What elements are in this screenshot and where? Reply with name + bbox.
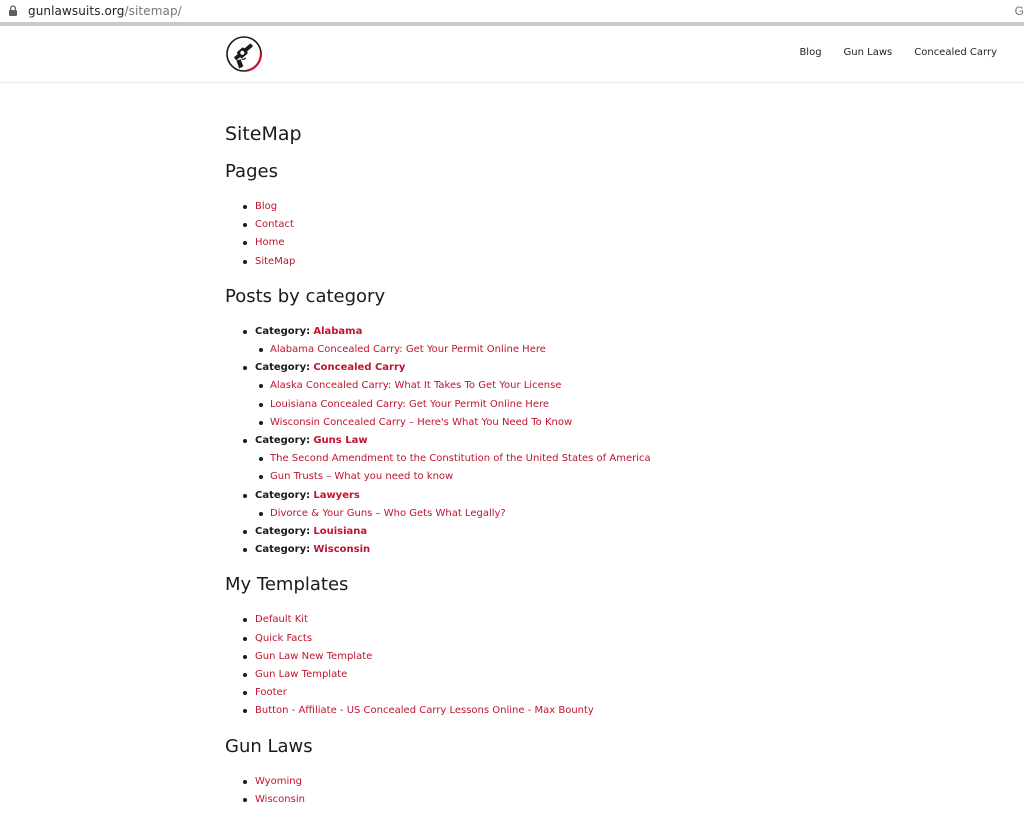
list-item (270, 341, 825, 359)
category-label: Category: (255, 362, 311, 374)
my-templates-heading: My Templates (225, 574, 349, 596)
sitemap-content (225, 108, 825, 823)
main-nav (777, 47, 997, 58)
post-link[interactable]: Divorce & Your Guns – Who Gets What Legally? (270, 507, 506, 519)
template-link[interactable]: Gun Law Template (255, 669, 348, 681)
list-item (270, 414, 825, 432)
list-item (255, 234, 825, 252)
post-list (255, 505, 825, 523)
lock-icon (9, 5, 17, 16)
post-list (255, 450, 825, 486)
post-list (255, 341, 825, 359)
list-item (255, 648, 825, 666)
template-link[interactable]: Quick Facts (255, 632, 313, 644)
template-link[interactable]: Button - Affiliate - US Concealed Carry Lessons Online - Max Bounty (255, 705, 594, 717)
list-item (270, 505, 825, 523)
post-link[interactable]: Wisconsin Concealed Carry – Here's What You Need To Know (270, 416, 573, 428)
gun-law-link-wyoming[interactable]: Wyoming (255, 775, 302, 787)
list-item (255, 666, 825, 684)
page-link-home[interactable]: Home (255, 237, 285, 249)
category-link-concealed-carry[interactable]: Concealed Carry (313, 362, 406, 374)
pages-heading: Pages (225, 161, 278, 182)
list-item (255, 630, 825, 648)
gun-law-link-wisconsin[interactable]: Wisconsin (255, 793, 305, 805)
category-link-alabama[interactable]: Alabama (313, 325, 363, 337)
page-link-contact[interactable]: Contact (255, 219, 294, 231)
list-item (255, 198, 825, 216)
category-label: Category: (255, 544, 311, 556)
gun-laws-heading: Gun Laws (225, 735, 313, 757)
category-item (255, 432, 825, 487)
gun-laws-list (225, 773, 825, 809)
category-link-lawyers[interactable]: Lawyers (313, 489, 360, 501)
url-host: gunlawsuits.org (28, 4, 125, 18)
page-link-blog[interactable]: Blog (255, 201, 278, 212)
pages-list (225, 198, 825, 271)
post-link[interactable]: The Second Amendment to the Constitution of the United States of America (270, 453, 651, 465)
templates-list (225, 611, 825, 720)
list-item (255, 702, 825, 720)
category-item (255, 359, 825, 432)
category-item (255, 323, 825, 359)
post-link[interactable]: Louisiana Concealed Carry: Get Your Permit Online Here (270, 398, 550, 410)
category-item (255, 541, 825, 559)
nav-blog[interactable]: Blog (799, 47, 822, 58)
category-list (225, 323, 825, 560)
nav-concealed-carry[interactable]: Concealed Carry (914, 47, 997, 58)
category-label: Category: (255, 325, 311, 337)
page-title: SiteMap (225, 123, 302, 145)
list-item (255, 611, 825, 629)
category-item (255, 487, 825, 523)
post-link[interactable]: Alaska Concealed Carry: What It Takes To Get Your License (270, 380, 562, 392)
category-link-guns-law[interactable]: Guns Law (313, 435, 368, 447)
list-item (270, 396, 825, 414)
template-link[interactable]: Gun Law New Template (255, 650, 373, 662)
template-link[interactable]: Footer (255, 687, 287, 699)
category-link-louisiana[interactable]: Louisiana (313, 526, 368, 538)
url-overflow-char: G (1014, 4, 1024, 18)
list-item (255, 791, 825, 809)
revolver-logo-icon[interactable] (225, 35, 263, 73)
list-item (270, 468, 825, 486)
category-label: Category: (255, 526, 311, 538)
list-item (255, 773, 825, 791)
category-label: Category: (255, 489, 311, 501)
template-link[interactable]: Default Kit (255, 614, 308, 626)
list-item (270, 450, 825, 468)
page-link-sitemap[interactable]: SiteMap (255, 255, 296, 267)
post-link[interactable]: Gun Trusts – What you need to know (270, 471, 454, 483)
browser-address-bar[interactable] (0, 0, 1024, 26)
category-label: Category: (255, 435, 311, 447)
list-item (270, 377, 825, 395)
list-item (255, 253, 825, 271)
list-item (255, 216, 825, 234)
post-list (255, 377, 825, 432)
post-link[interactable]: Alabama Concealed Carry: Get Your Permit Online Here (270, 344, 546, 356)
site-header (0, 26, 1024, 83)
nav-gun-laws[interactable]: Gun Laws (843, 47, 893, 58)
url-text[interactable] (28, 4, 182, 18)
posts-by-category-heading: Posts by category (225, 285, 386, 307)
category-link-wisconsin[interactable]: Wisconsin (313, 544, 371, 556)
category-item (255, 523, 825, 541)
list-item (255, 684, 825, 702)
url-path: /sitemap/ (124, 4, 182, 18)
